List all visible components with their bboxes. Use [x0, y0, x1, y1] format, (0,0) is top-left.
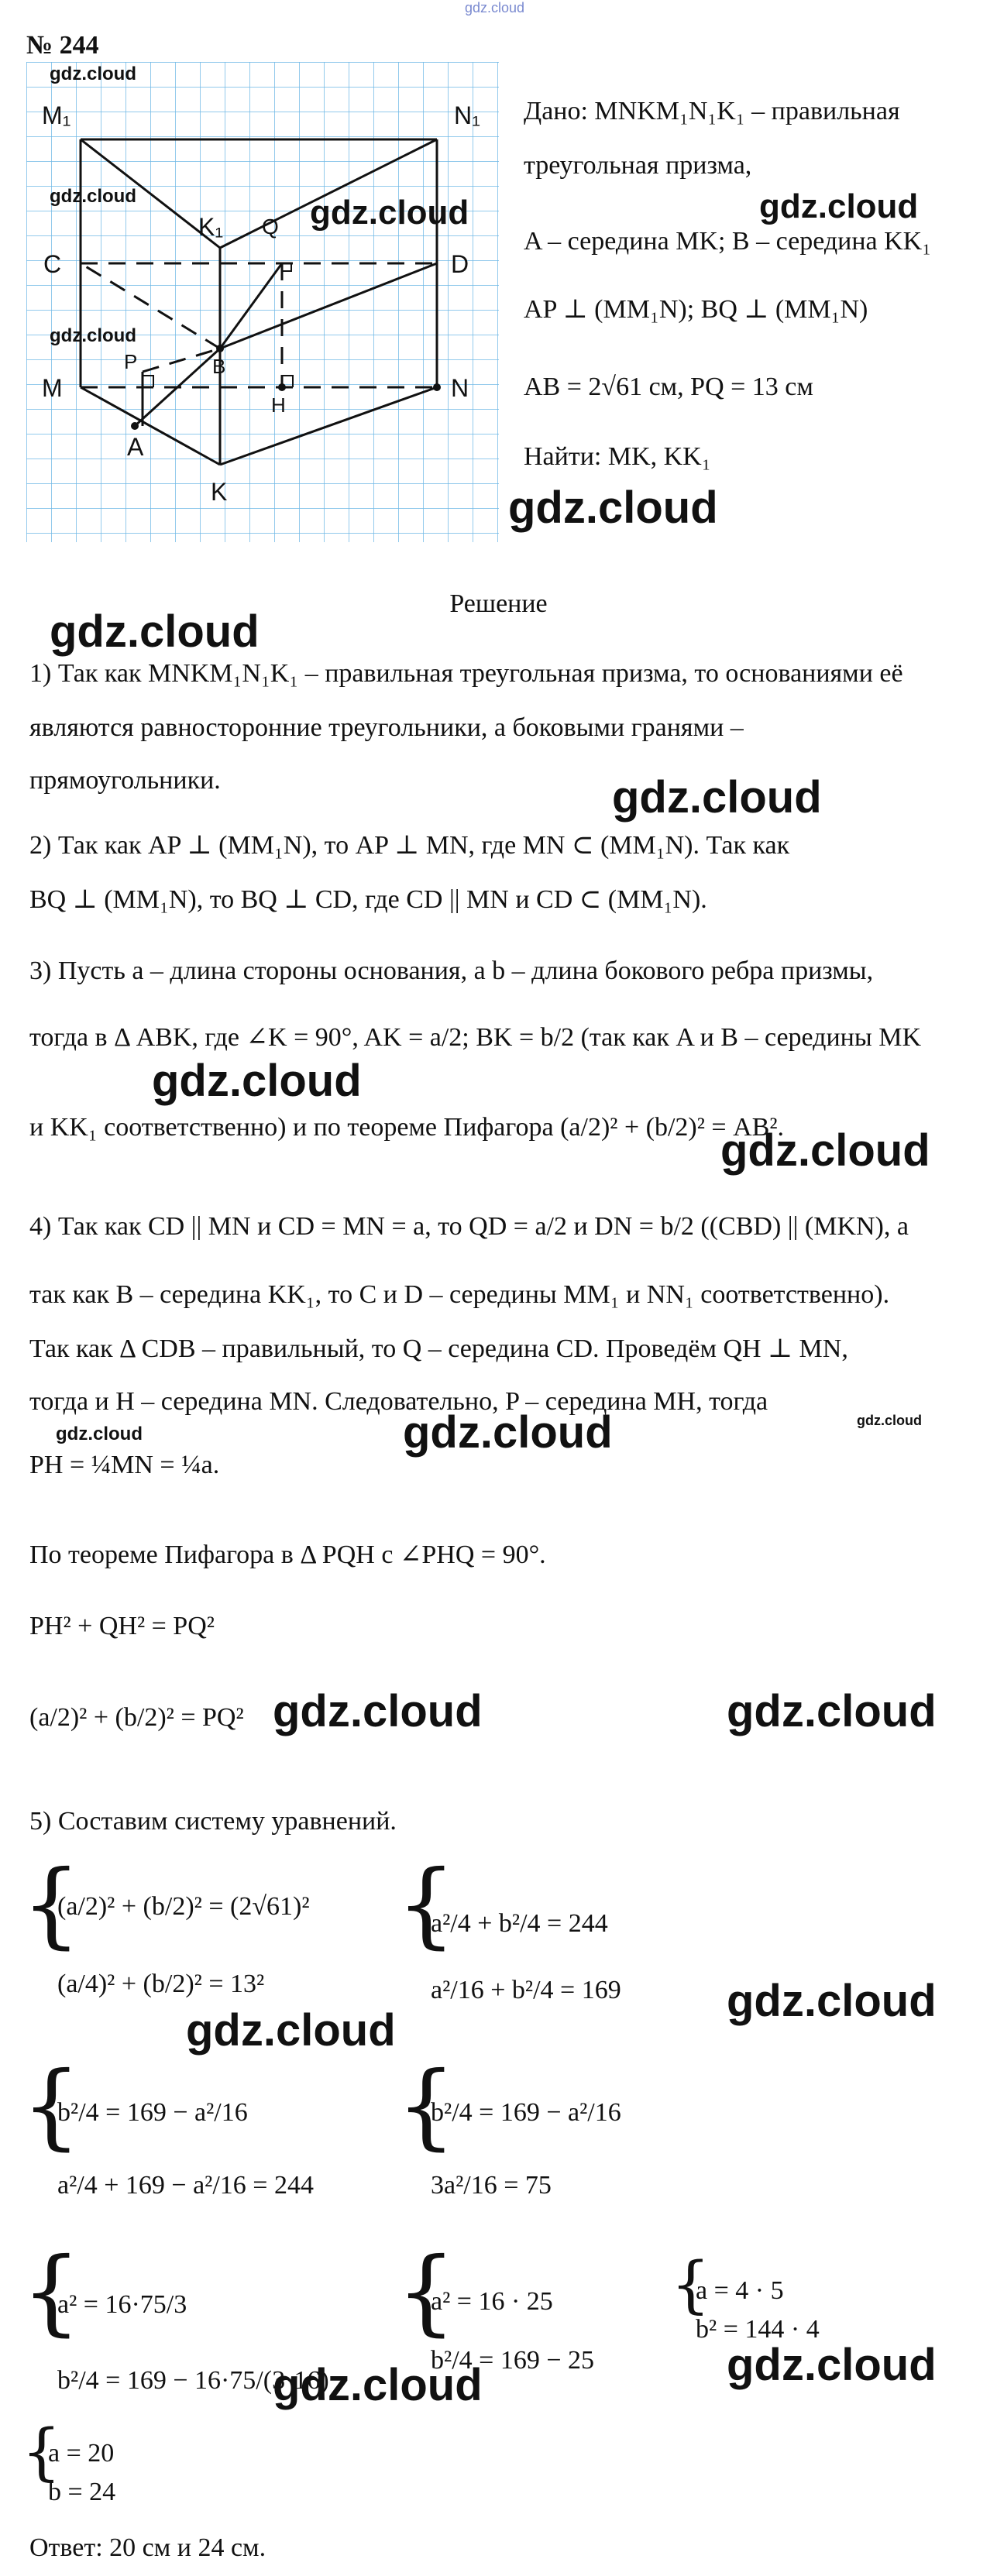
given-line-1: Дано: MNKM₁N₁K₁ – правильная	[524, 97, 900, 125]
para-4-line-4: тогда и H – середина MN. Следовательно, P – середина MH, тогда	[29, 1387, 768, 1416]
given-line-2: треугольная призма,	[524, 151, 752, 180]
system-7-line-1: a = 4 · 5	[696, 2276, 784, 2305]
label-k1: K₁	[198, 213, 224, 241]
watermark-sol-12: gdz.cloud	[727, 2340, 937, 2390]
watermark-sol-9: gdz.cloud	[727, 1686, 937, 1736]
equation-2: (a/2)² + (b/2)² = PQ²	[29, 1703, 244, 1732]
given-line-4: AP ⊥ (MM₁N); BQ ⊥ (MM₁N)	[524, 295, 868, 324]
system-5-line-2: b²/4 = 169 − 16·75/(3·16)	[57, 2366, 329, 2395]
watermark-sol-6: gdz.cloud	[403, 1407, 613, 1458]
system-5-line-1: a² = 16·75/3	[57, 2290, 187, 2319]
system-6-line-1: a² = 16 · 25	[431, 2287, 553, 2316]
watermark-given-2: gdz.cloud	[508, 483, 718, 533]
watermark-sol-2: gdz.cloud	[612, 772, 822, 823]
label-d: D	[451, 250, 469, 278]
system-3-line-2: a²/4 + 169 − a²/16 = 244	[57, 2171, 314, 2200]
para-2-line-1: 2) Так как AP ⊥ (MM₁N), то AP ⊥ MN, где MN ⊂ (MM₁N). Так как	[29, 831, 790, 860]
given-line-6: Найти: MK, KK₁	[524, 442, 711, 471]
system-2-brace: {	[397, 1851, 456, 1959]
top-watermark: gdz.cloud	[465, 0, 525, 15]
label-b: B	[212, 355, 226, 378]
system-4-line-1: b²/4 = 169 − a²/16	[431, 2098, 621, 2127]
watermark-sol-8: gdz.cloud	[273, 1686, 483, 1736]
watermark-fig-4: gdz.cloud	[50, 325, 136, 346]
watermark-sol-7: gdz.cloud	[857, 1413, 922, 1428]
system-6-line-2: b²/4 = 169 − 25	[431, 2346, 594, 2375]
system-4-brace: {	[397, 2052, 456, 2160]
system-5-brace: {	[22, 2238, 81, 2346]
system-4-line-2: 3a²/16 = 75	[431, 2171, 552, 2200]
equation-1: PH² + QH² = PQ²	[29, 1612, 215, 1640]
para-3-line-3: и KK₁ соответственно) и по теореме Пифагора (a/2)² + (b/2)² = AB².	[29, 1113, 785, 1142]
para-3-line-2: тогда в Δ ABK, где ∠K = 90°, AK = a/2; BK = b/2 (так как A и B – середины MK	[29, 1023, 922, 1052]
para-4-line-5: PH = ¼MN = ¼a.	[29, 1451, 220, 1479]
solution-heading: Решение	[449, 589, 548, 618]
watermark-sol-1: gdz.cloud	[50, 606, 260, 657]
para-3-line-1: 3) Пусть a – длина стороны основания, а b – длина бокового ребра призмы,	[29, 957, 874, 985]
system-1-line-2: (a/4)² + (b/2)² = 13²	[57, 1970, 265, 1998]
label-a: A	[127, 433, 144, 461]
label-c: C	[43, 250, 62, 278]
para-1-line-2: являются равносторонние треугольники, а боковыми гранями –	[29, 713, 744, 742]
label-n1: N₁	[454, 101, 480, 129]
answer: Ответ: 20 см и 24 см.	[29, 2533, 266, 2562]
label-p: P	[124, 350, 138, 373]
watermark-sol-4: gdz.cloud	[720, 1125, 930, 1176]
system-2-line-2: a²/16 + b²/4 = 169	[431, 1976, 621, 2004]
watermark-fig-3: gdz.cloud	[310, 194, 469, 232]
para-4-line-1: 4) Так как CD || MN и CD = MN = a, то QD = a/2 и DN = b/2 ((CBD) || (MKN), а	[29, 1212, 909, 1241]
system-3-line-1: b²/4 = 169 − a²/16	[57, 2098, 248, 2127]
para-6: 5) Составим систему уравнений.	[29, 1807, 397, 1836]
para-1-line-3: прямоугольники.	[29, 766, 221, 795]
system-8-brace: {	[22, 2416, 61, 2488]
system-8-line-2: b = 24	[48, 2478, 116, 2506]
system-1-brace: {	[22, 1851, 81, 1959]
system-6-brace: {	[397, 2238, 456, 2346]
label-m: M	[42, 374, 63, 402]
watermark-fig-1: gdz.cloud	[50, 64, 136, 84]
prism-figure	[26, 62, 499, 542]
system-2-line-1: a²/4 + b²/4 = 244	[431, 1909, 608, 1938]
para-2-line-2: BQ ⊥ (MM₁N), то BQ ⊥ CD, где CD || MN и CD ⊂ (MM₁N).	[29, 885, 707, 914]
system-7-brace: {	[671, 2248, 710, 2320]
system-8-line-1: a = 20	[48, 2439, 115, 2468]
label-n: N	[451, 374, 469, 402]
watermark-fig-2: gdz.cloud	[50, 186, 136, 207]
watermark-sol-3: gdz.cloud	[152, 1056, 362, 1106]
para-4-line-2: так как B – середина KK₁, то C и D – середины MM₁ и NN₁ соответственно).	[29, 1280, 890, 1309]
para-1-line-1: 1) Так как MNKM₁N₁K₁ – правильная треугольная призма, то основаниями её	[29, 659, 903, 688]
system-7-line-2: b² = 144 · 4	[696, 2315, 820, 2344]
given-line-3: A – середина MK; B – середина KK₁	[524, 227, 932, 256]
watermark-sol-10: gdz.cloud	[186, 2005, 396, 2056]
label-q: Q	[262, 215, 279, 239]
watermark-sol-5: gdz.cloud	[56, 1424, 143, 1444]
problem-number: № 244	[26, 31, 99, 60]
para-4-line-3: Так как Δ CDB – правильный, то Q – середина CD. Проведём QH ⊥ MN,	[29, 1334, 848, 1363]
watermark-sol-11: gdz.cloud	[727, 1976, 937, 2026]
watermark-given: gdz.cloud	[759, 187, 919, 225]
given-line-5: AB = 2√61 см, PQ = 13 см	[524, 373, 813, 401]
system-3-brace: {	[22, 2052, 81, 2160]
system-1-line-1: (a/2)² + (b/2)² = (2√61)²	[57, 1892, 310, 1921]
label-h: H	[271, 393, 286, 417]
para-5: По теореме Пифагора в Δ PQH с ∠PHQ = 90°.	[29, 1540, 546, 1569]
label-m1: M₁	[42, 101, 71, 129]
watermark-sol-13: gdz.cloud	[273, 2360, 483, 2410]
label-k: K	[211, 478, 228, 506]
